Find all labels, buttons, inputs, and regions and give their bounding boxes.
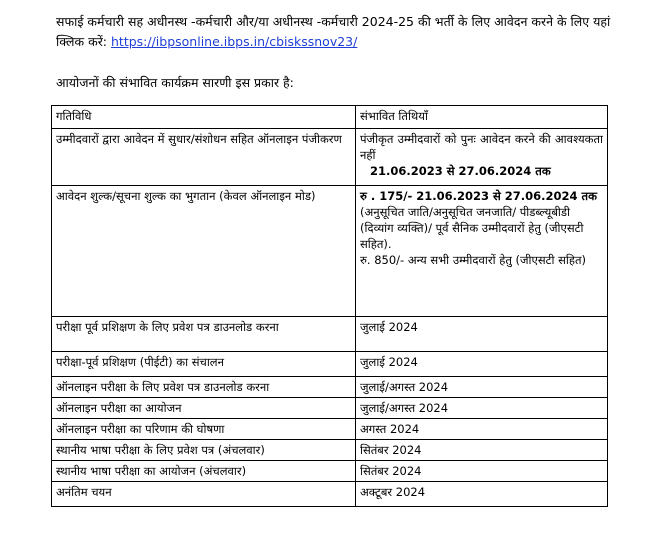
dates-cell: अगस्त 2024	[356, 419, 608, 440]
dates-cell: सितंबर 2024	[356, 440, 608, 461]
dates-cell: जुलाई/अगस्त 2024	[356, 398, 608, 419]
dates-cell: जुलाई 2024	[356, 317, 608, 352]
table-row	[52, 377, 608, 398]
date-line: 21.06.2023 से 27.06.2024 तक	[370, 164, 551, 178]
date-line: रु. 850/- अन्य सभी उम्मीदवारों हेतु (जीएसटी सहित)	[360, 253, 587, 267]
dates-cell: जुलाई/अगस्त 2024	[356, 377, 608, 398]
schedule-table	[51, 105, 608, 507]
date-line: पंजीकृत उम्मीदवारों को पुनः आवेदन करने की आवश्यकता नहीं	[360, 132, 603, 162]
activity-cell: आवेदन शुल्क/सूचना शुल्क का भुगतान (केवल ऑनलाइन मोड)	[52, 186, 356, 317]
dates-cell	[356, 186, 608, 317]
activity-cell: स्थानीय भाषा परीक्षा का आयोजन (अंचलवार)	[52, 461, 356, 482]
table-row	[52, 440, 608, 461]
activity-cell: ऑनलाइन परीक्षा के लिए प्रवेश पत्र डाउनलोड करना	[52, 377, 356, 398]
intro-paragraph	[56, 12, 626, 52]
table-header-row	[52, 106, 608, 129]
header-dates: संभावित तिथियाँ	[356, 106, 608, 129]
registration-link[interactable]: https://ibpsonline.ibps.in/cbiskssnov23/	[111, 34, 358, 49]
table-row	[52, 482, 608, 507]
table-row	[52, 419, 608, 440]
activity-cell: परीक्षा पूर्व प्रशिक्षण के लिए प्रवेश पत्र डाउनलोड करना	[52, 317, 356, 352]
table-row	[52, 461, 608, 482]
dates-cell: सितंबर 2024	[356, 461, 608, 482]
table-row	[52, 398, 608, 419]
activity-cell: ऑनलाइन परीक्षा का परिणाम की घोषणा	[52, 419, 356, 440]
activity-cell: अनंतिम चयन	[52, 482, 356, 507]
dates-cell: जुलाई 2024	[356, 352, 608, 377]
activity-cell: परीक्षा-पूर्व प्रशिक्षण (पीईटी) का संचालन	[52, 352, 356, 377]
schedule-heading: आयोजनों की संभावित कार्यक्रम सारणी इस प्रकार है:	[56, 75, 294, 90]
table-row	[52, 317, 608, 352]
dates-cell	[356, 129, 608, 186]
dates-cell: अक्टूबर 2024	[356, 482, 608, 507]
date-line: (अनुसूचित जाति/अनुसूचित जनजाति/ पीडब्ल्यूबीडी (दिव्यांग व्यक्ति)/ पूर्व सैनिक उम्मीदवारों हेतु (जीएसटी सहित).	[360, 205, 584, 251]
activity-cell: उम्मीदवारों द्वारा आवेदन में सुधार/संशोधन सहित ऑनलाइन पंजीकरण	[52, 129, 356, 186]
intro-text: सफाई कर्मचारी सह अधीनस्थ -कर्मचारी और/या अधीनस्थ -कर्मचारी 2024-25 की भर्ती के लिए आवेदन करने के लिए यहां क्लिक करें:	[56, 14, 611, 49]
activity-cell: स्थानीय भाषा परीक्षा के लिए प्रवेश पत्र (अंचलवार)	[52, 440, 356, 461]
table-row	[52, 186, 608, 317]
table-row	[52, 352, 608, 377]
date-line: रु . 175/- 21.06.2023 से 27.06.2024 तक	[360, 189, 597, 203]
table-row	[52, 129, 608, 186]
activity-cell: ऑनलाइन परीक्षा का आयोजन	[52, 398, 356, 419]
header-activity: गतिविधि	[52, 106, 356, 129]
